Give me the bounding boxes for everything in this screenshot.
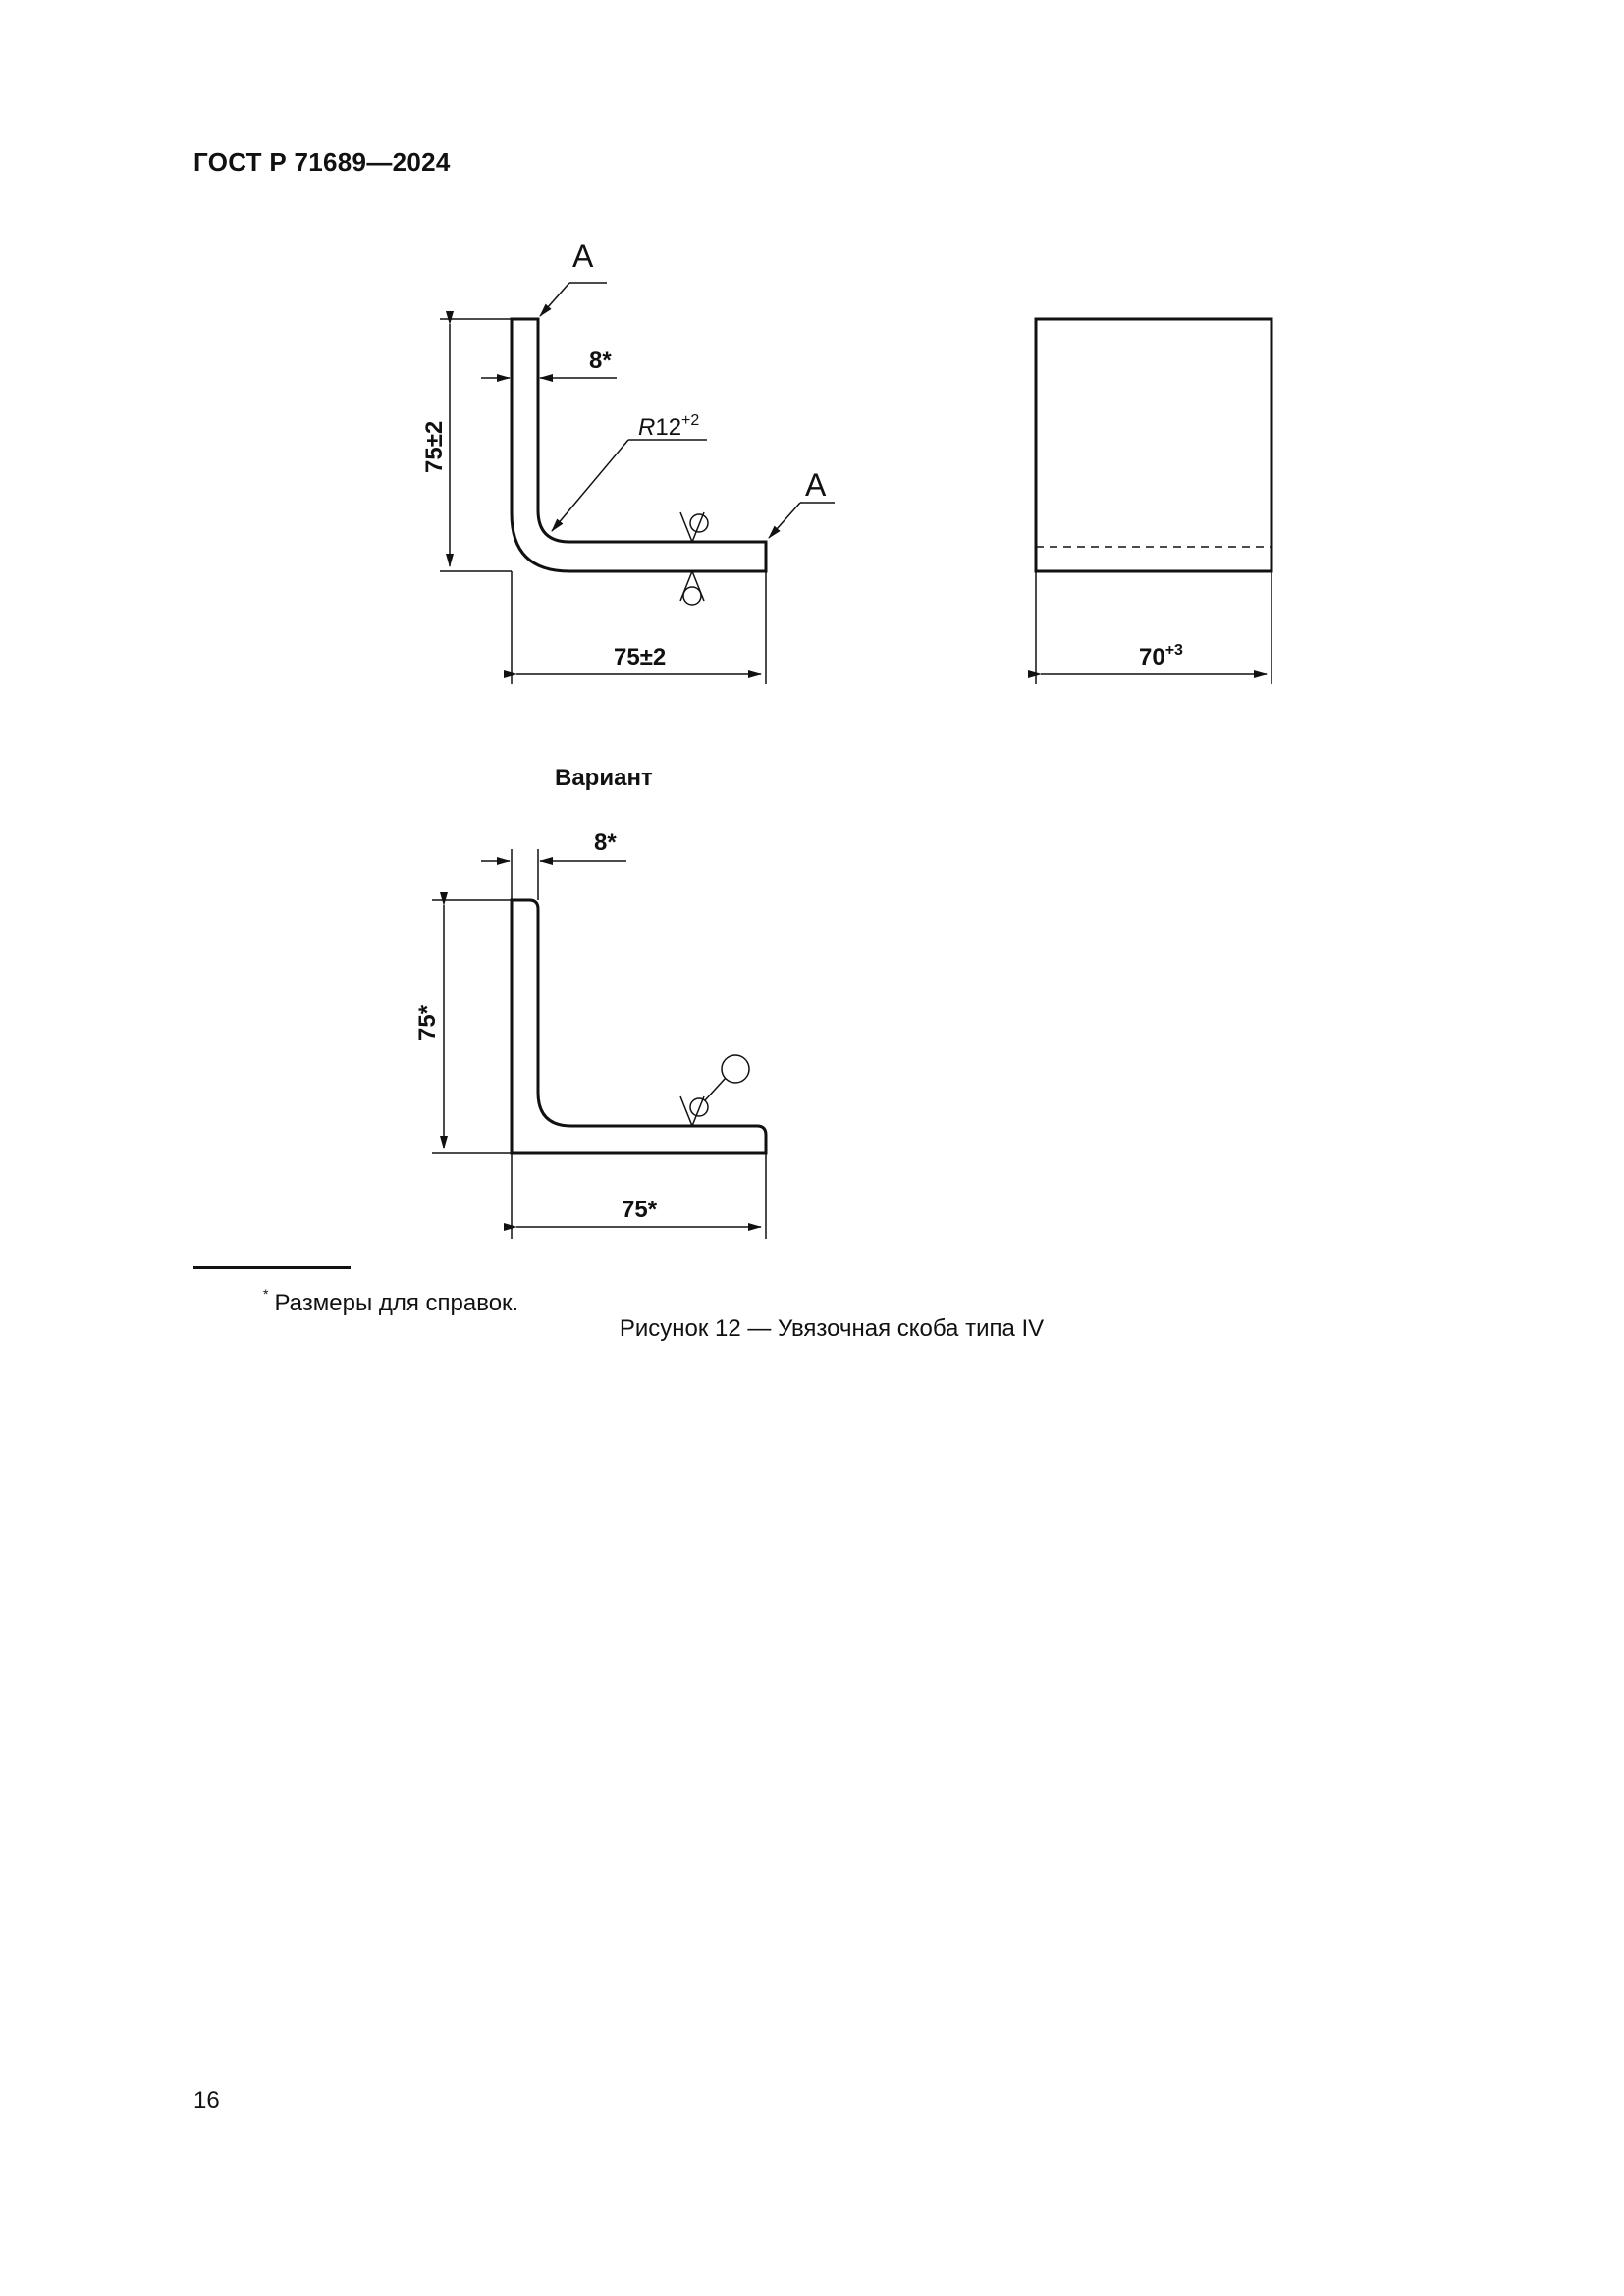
section-mark-a-top: А <box>572 239 594 274</box>
footnote <box>263 1286 518 1317</box>
variant-outline <box>512 900 766 1153</box>
document-header: ГОСТ Р 71689—2024 <box>193 147 451 177</box>
variant-width-label: 75* <box>622 1197 658 1223</box>
bracket-outline <box>512 319 766 571</box>
footnote-text: Размеры для справок. <box>274 1290 519 1316</box>
variant-title: Вариант <box>555 765 653 791</box>
main-front-view <box>440 283 835 684</box>
section-mark-a-right: А <box>805 467 827 503</box>
main-side-view <box>1036 319 1272 684</box>
height-label: 75±2 <box>421 420 448 473</box>
footnote-marker: * <box>263 1286 269 1302</box>
figure-caption: Рисунок 12 — Увязочная скоба типа IV <box>619 1315 1045 1342</box>
variant-front-view <box>432 849 766 1239</box>
footnote-rule <box>193 1266 351 1269</box>
side-outline <box>1036 319 1272 571</box>
weld-symbol-variant <box>680 1055 749 1126</box>
radius-label: $R12^{+2}$ <box>638 412 700 441</box>
variant-height-label: 75* <box>414 1004 441 1041</box>
weld-symbol-bottom <box>680 571 704 605</box>
width-label: 75±2 <box>614 644 667 670</box>
side-width-label: $70^{+3}$ <box>1139 642 1183 670</box>
thickness-label: 8* <box>589 347 612 374</box>
page-number: 16 <box>193 2087 220 2113</box>
variant-thickness-label: 8* <box>594 829 617 856</box>
weld-symbol-top <box>680 512 708 542</box>
